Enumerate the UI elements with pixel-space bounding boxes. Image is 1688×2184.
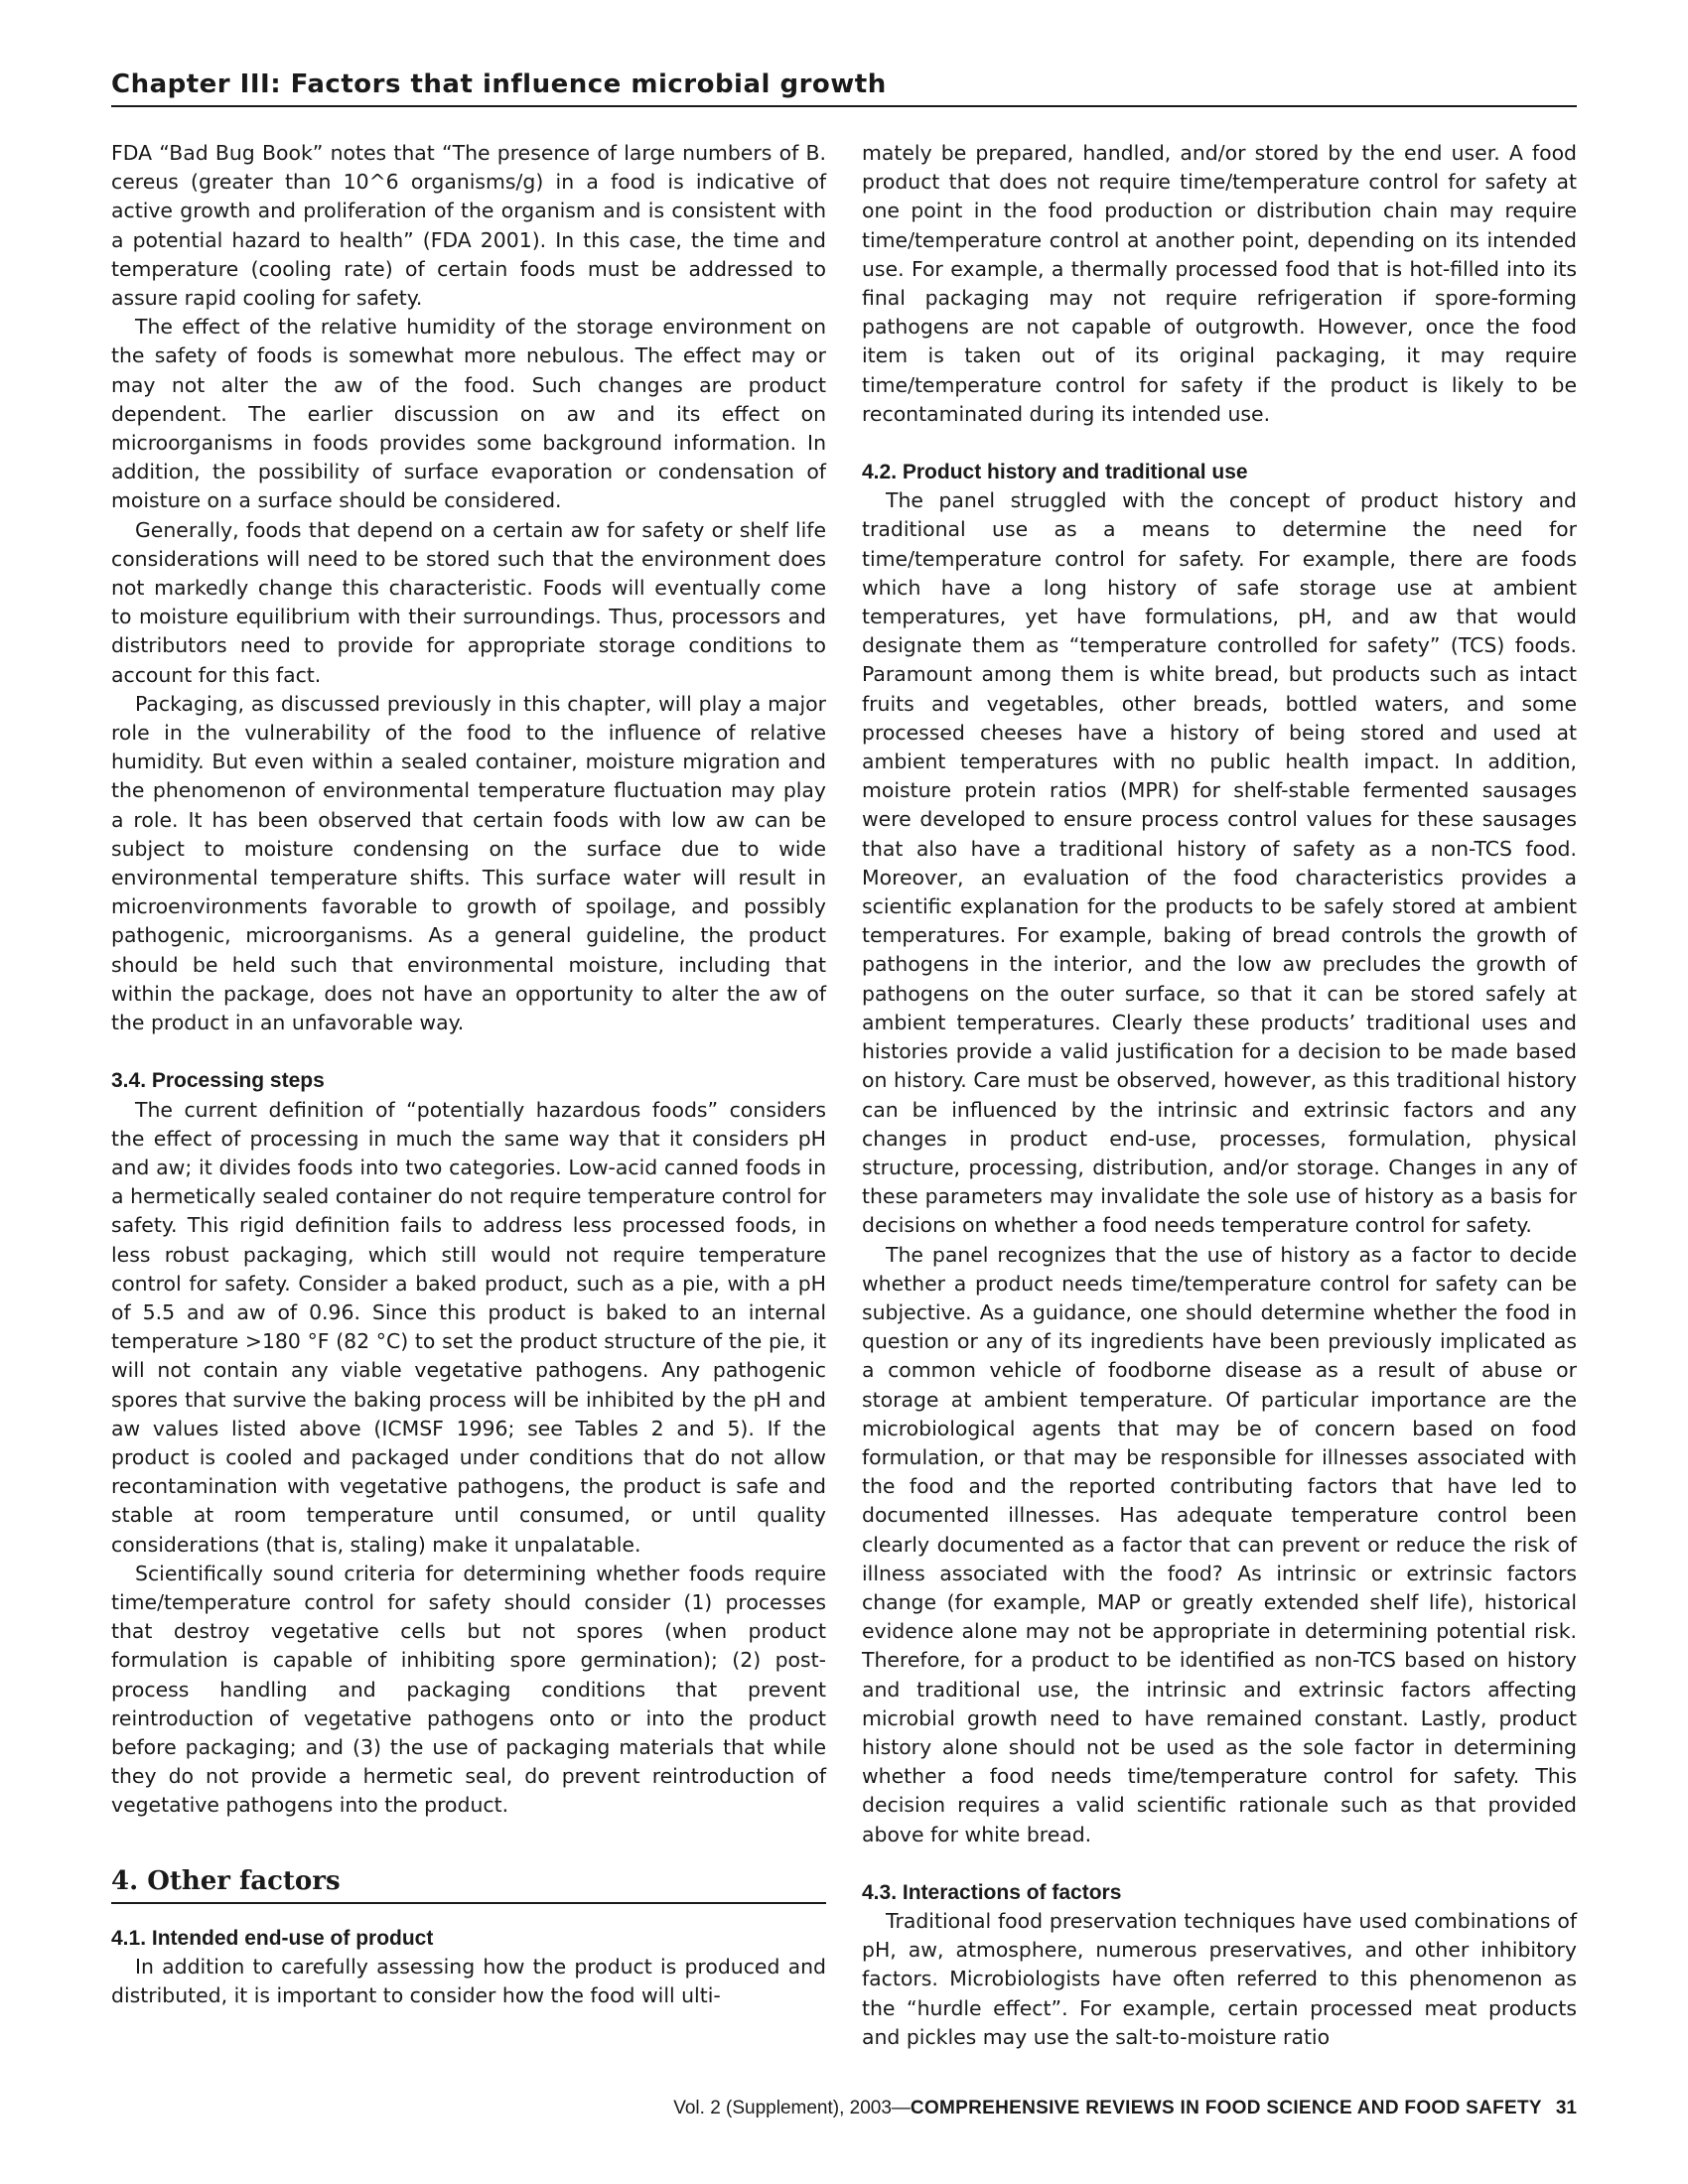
subsection-heading-4-1: 4.1. Intended end-use of product [111,1926,434,1950]
subsection-heading-4-2: 4.2. Product history and traditional use [862,461,1248,484]
paragraph: The panel recognizes that the use of history as a factor to decide whether a product needs time/temperature control for safety can be subjective. As a guidance, one should determine whether the food in question or any of its ingredients have been previously implicated as a common vehicle of foodborne disease as a result of abuse or storage at ambient temperature. Of particular importance are the microbiological agents that may be of concern based on food formulation, or that may be responsible for illnesses associated with the food and the reported contributing factors that have led to documented illnesses. Has adequate temperature control been clearly documented as a factor that can prevent or reduce the risk of illness associated with the food? As intrinsic or extrinsic factors change (for example, MAP or greatly extended shelf life), historical evidence alone may not be appropriate in determining potential risk. Therefore, for a product to be identified as non-TCS based on history and traditional use, the intrinsic and extrinsic factors affecting microbial growth need to have remained constant. Lastly, product history alone should not be used as the sole factor in determining whether a food needs time/temperature control for safety. This decision requires a valid scientific rationale such as that provided above for white bread. [862,1242,1577,1846]
paragraph: Generally, foods that depend on a certain aw for safety or shelf life considerations will need to be stored such that the environment does not markedly change this characteristic. Foods will eventually come to moisture equilibrium with their surroundings. Thus, processors and distributors need to provide for appropriate storage conditions to account for this fact. [111,517,826,687]
chapter-title: Chapter III: Factors that influence microbial growth [111,69,887,99]
paragraph: In addition to carefully assessing how the product is produced and distributed, it is important to consider how the food will ulti- [111,1954,826,2007]
paragraph: The panel struggled with the concept of product history and traditional use as a means to determine the need for time/temperature control for safety. For example, there are foods which have a long history of safe storage use at ambient temperatures, yet have formulations, pH, and aw that would designate them as “temperature controlled for safety” (TCS) foods. Paramount among them is white bread, but products such as intact fruits and vegetables, other breads, bottled waters, and some processed cheeses have a history of being stored and used at ambient temperatures with no public health impact. In addition, moisture protein ratios (MPR) for shelf-stable fermented sausages were developed to ensure process control values for these sausages that also have a traditional history of safety as a non-TCS food. Moreover, an evaluation of the food characteristics provides a scientific explanation for the products to be safely stored at ambient temperatures. For example, baking of bread controls the growth of pathogens in the interior, and the low aw precludes the growth of pathogens on the outer surface, so that it can be stored safely at ambient temperatures. Clearly these products’ traditional uses and histories provide a valid justification for a decision to be made based on history. Care must be observed, however, as this traditional history can be influenced by the intrinsic and extrinsic factors and any changes in product end-use, processes, formulation, physical structure, processing, distribution, and/or storage. Changes in any of these parameters may invalidate the sole use of history as a basis for decisions on whether a food needs temperature control for safety. [862,488,1577,1238]
paragraph: The effect of the relative humidity of the storage environment on the safety of foods is somewhat more nebulous. The effect may or may not alter the aw of the food. Such changes are product dependent. The earlier discussion on aw and its effect on microorganisms in foods provides some background information. In addition, the possibility of surface evaporation or condensation of moisture on a surface should be considered. [111,315,826,513]
left-column [111,139,826,2010]
page-footer [673,2098,1577,2119]
paragraph: FDA “Bad Bug Book” notes that “The presence of large numbers of B. cereus (greater than 10^6 organisms/g) in a food is indicative of active growth and proliferation of the organism and is consistent with a potential hazard to health” (FDA 2001). In this case, the time and temperature (cooling rate) of certain foods must be addressed to assure rapid cooling for safety. [111,141,826,311]
running-header [111,69,1577,107]
paragraph: Scientifically sound criteria for determining whether foods require time/temperature control for safety should consider (1) processes that destroy vegetative cells but not spores (when product formulation is capable of inhibiting spore germination); (2) post-process handling and packaging conditions that prevent reintroduction of vegetative pathogens onto or into the product before packaging; and (3) the use of packaging materials that while they do not provide a hermetic seal, do prevent reintroduction of vegetative pathogens into the product. [111,1561,826,1818]
footer-volume: Vol. 2 (Supplement), 2003— [673,2098,911,2118]
paragraph: Packaging, as discussed previously in this chapter, will play a major role in the vulnerability of the food to the influence of relative humidity. But even within a sealed container, moisture migration and the phenomenon of environmental temperature fluctuation may play a role. It has been observed that certain foods with low aw can be subject to moisture condensing on the surface due to wide environmental temperature shifts. This surface water will result in microenvironments favorable to growth of spoilage, and possibly pathogenic, microorganisms. As a general guideline, the product should be held such that environmental moisture, including that within the package, does not have an opportunity to alter the aw of the product in an unfavorable way. [111,691,826,1035]
footer-journal-name: COMPREHENSIVE REVIEWS IN FOOD SCIENCE AND FOOD SAFETY [910,2098,1542,2118]
subsection-heading-3-4: 3.4. Processing steps [111,1069,325,1093]
right-column [862,139,1577,2052]
paragraph: mately be prepared, handled, and/or stored by the end user. A food product that does not require time/temperature control for safety at one point in the food production or distribution chain may require time/temperature control at another point, depending on its intended use. For example, a thermally processed food that is hot-filled into its final packaging may not require refrigeration if spore-forming pathogens are not capable of outgrowth. However, once the food item is taken out of its original packaging, it may require time/temperature control for safety if the product is likely to be recontaminated during its intended use. [862,141,1577,426]
section-heading-4: 4. Other factors [111,1864,826,1904]
subsection-heading-4-3: 4.3. Interactions of factors [862,1880,1122,1904]
paragraph: The current definition of “potentially hazardous foods” considers the effect of processing in much the same way that it considers pH and aw; it divides foods into two categories. Low-acid canned foods in a hermetically sealed container do not require temperature control for safety. This rigid definition fails to address less processed foods, in less robust packaging, which still would not require temperature control for safety. Consider a baked product, such as a pie, with a pH of 5.5 and aw of 0.96. Since this product is baked to an internal temperature >180 °F (82 °C) to set the product structure of the pie, it will not contain any viable vegetative pathogens. Any pathogenic spores that survive the baking process will be inhibited by the pH and aw values listed above (ICMSF 1996; see Tables 2 and 5). If the product is cooled and packaged under conditions that do not allow recontamination with vegetative pathogens, the product is safe and stable at room temperature until consumed, or until quality considerations (that is, staling) make it unpalatable. [111,1097,826,1557]
page-number: 31 [1555,2098,1577,2118]
paragraph: Traditional food preservation techniques have used combinations of pH, aw, atmosphere, numerous preservatives, and other inhibitory factors. Microbiologists have often referred to this phenomenon as the “hurdle effect”. For example, certain processed meat products and pickles may use the salt-to-moisture ratio [862,1908,1577,2049]
